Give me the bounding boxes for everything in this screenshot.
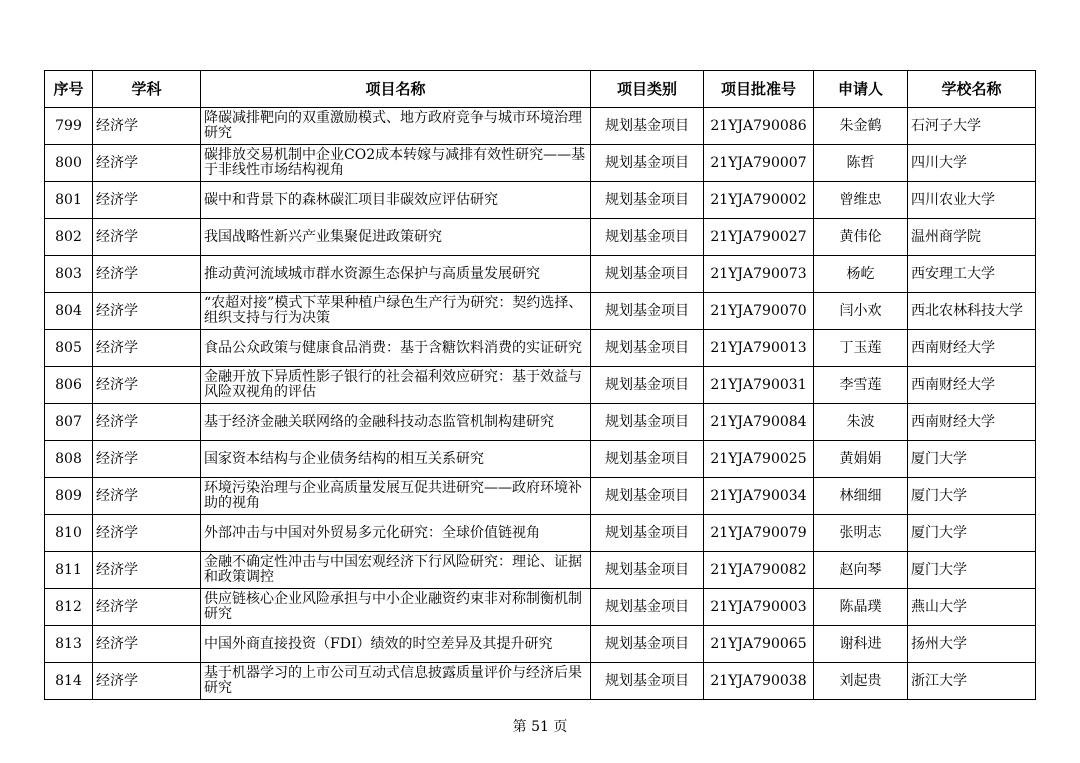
applicant-cell: 林细细: [814, 478, 908, 515]
serial-number-cell: 814: [45, 663, 93, 700]
project-type-cell: 规划基金项目: [591, 478, 704, 515]
applicant-cell: 陈晶璞: [814, 589, 908, 626]
project-title-cell: 国家资本结构与企业债务结构的相互关系研究: [201, 441, 591, 478]
header-subject: 学科: [93, 71, 201, 108]
header-serial: 序号: [45, 71, 93, 108]
project-title-cell: 基于机器学习的上市公司互动式信息披露质量评价与经济后果研究: [201, 663, 591, 700]
applicant-cell: 丁玉莲: [814, 330, 908, 367]
school-cell: 石河子大学: [908, 108, 1036, 145]
applicant-cell: 曾维忠: [814, 182, 908, 219]
table-row: [45, 478, 1036, 515]
school-cell: 燕山大学: [908, 589, 1036, 626]
table-row: [45, 108, 1036, 145]
project-title-cell: 推动黄河流域城市群水资源生态保护与高质量发展研究: [201, 256, 591, 293]
project-title-cell: 金融开放下异质性影子银行的社会福利效应研究：基于效益与风险双视角的评估: [201, 367, 591, 404]
subject-cell: 经济学: [93, 441, 201, 478]
header-project-title: 项目名称: [201, 71, 591, 108]
subject-cell: 经济学: [93, 552, 201, 589]
project-type-cell: 规划基金项目: [591, 108, 704, 145]
approval-number-cell: 21YJA790086: [704, 108, 814, 145]
serial-number-cell: 812: [45, 589, 93, 626]
project-title-cell: 食品公众政策与健康食品消费：基于含糖饮料消费的实证研究: [201, 330, 591, 367]
serial-number-cell: 804: [45, 293, 93, 330]
approval-number-cell: 21YJA790038: [704, 663, 814, 700]
approval-number-cell: 21YJA790070: [704, 293, 814, 330]
applicant-cell: 谢科进: [814, 626, 908, 663]
subject-cell: 经济学: [93, 256, 201, 293]
project-title-cell: 碳排放交易机制中企业CO2成本转嫁与减排有效性研究——基于非线性市场结构视角: [201, 145, 591, 182]
serial-number-cell: 811: [45, 552, 93, 589]
project-type-cell: 规划基金项目: [591, 441, 704, 478]
serial-number-cell: 803: [45, 256, 93, 293]
project-type-cell: 规划基金项目: [591, 145, 704, 182]
serial-number-cell: 807: [45, 404, 93, 441]
subject-cell: 经济学: [93, 404, 201, 441]
table-header-row: [45, 71, 1036, 108]
approval-number-cell: 21YJA790031: [704, 367, 814, 404]
table-row: [45, 330, 1036, 367]
school-cell: 西南财经大学: [908, 367, 1036, 404]
project-type-cell: 规划基金项目: [591, 293, 704, 330]
header-applicant: 申请人: [814, 71, 908, 108]
subject-cell: 经济学: [93, 330, 201, 367]
approval-number-cell: 21YJA790013: [704, 330, 814, 367]
applicant-cell: 黄娟娟: [814, 441, 908, 478]
applicant-cell: 张明志: [814, 515, 908, 552]
school-cell: 厦门大学: [908, 515, 1036, 552]
project-type-cell: 规划基金项目: [591, 182, 704, 219]
project-title-cell: 碳中和背景下的森林碳汇项目非碳效应评估研究: [201, 182, 591, 219]
subject-cell: 经济学: [93, 293, 201, 330]
serial-number-cell: 810: [45, 515, 93, 552]
approval-number-cell: 21YJA790082: [704, 552, 814, 589]
approval-number-cell: 21YJA790065: [704, 626, 814, 663]
school-cell: 温州商学院: [908, 219, 1036, 256]
applicant-cell: 杨屹: [814, 256, 908, 293]
subject-cell: 经济学: [93, 182, 201, 219]
project-type-cell: 规划基金项目: [591, 626, 704, 663]
serial-number-cell: 808: [45, 441, 93, 478]
approval-number-cell: 21YJA790084: [704, 404, 814, 441]
applicant-cell: 李雪莲: [814, 367, 908, 404]
approval-number-cell: 21YJA790003: [704, 589, 814, 626]
project-title-cell: 金融不确定性冲击与中国宏观经济下行风险研究：理论、证据和政策调控: [201, 552, 591, 589]
table-row: [45, 182, 1036, 219]
serial-number-cell: 799: [45, 108, 93, 145]
applicant-cell: 赵向琴: [814, 552, 908, 589]
table-row: [45, 515, 1036, 552]
applicant-cell: 陈哲: [814, 145, 908, 182]
project-type-cell: 规划基金项目: [591, 515, 704, 552]
subject-cell: 经济学: [93, 367, 201, 404]
approval-number-cell: 21YJA790073: [704, 256, 814, 293]
table-row: [45, 219, 1036, 256]
page-number: 第 51 页: [512, 719, 568, 735]
project-type-cell: 规划基金项目: [591, 219, 704, 256]
table-row: [45, 626, 1036, 663]
approval-number-cell: 21YJA790079: [704, 515, 814, 552]
table-row: [45, 441, 1036, 478]
subject-cell: 经济学: [93, 145, 201, 182]
school-cell: 四川大学: [908, 145, 1036, 182]
project-type-cell: 规划基金项目: [591, 663, 704, 700]
header-approval-number: 项目批准号: [704, 71, 814, 108]
approval-number-cell: 21YJA790025: [704, 441, 814, 478]
serial-number-cell: 801: [45, 182, 93, 219]
school-cell: 四川农业大学: [908, 182, 1036, 219]
serial-number-cell: 809: [45, 478, 93, 515]
subject-cell: 经济学: [93, 626, 201, 663]
approval-number-cell: 21YJA790027: [704, 219, 814, 256]
table-row: [45, 589, 1036, 626]
approval-number-cell: 21YJA790007: [704, 145, 814, 182]
project-title-cell: 中国外商直接投资（FDI）绩效的时空差异及其提升研究: [201, 626, 591, 663]
project-type-cell: 规划基金项目: [591, 256, 704, 293]
project-type-cell: 规划基金项目: [591, 404, 704, 441]
approval-number-cell: 21YJA790002: [704, 182, 814, 219]
serial-number-cell: 806: [45, 367, 93, 404]
school-cell: 西南财经大学: [908, 404, 1036, 441]
project-title-cell: “农超对接”模式下苹果种植户绿色生产行为研究：契约选择、组织支持与行为决策: [201, 293, 591, 330]
project-type-cell: 规划基金项目: [591, 367, 704, 404]
project-title-cell: 环境污染治理与企业高质量发展互促共进研究——政府环境补助的视角: [201, 478, 591, 515]
school-cell: 扬州大学: [908, 626, 1036, 663]
project-type-cell: 规划基金项目: [591, 552, 704, 589]
school-cell: 厦门大学: [908, 441, 1036, 478]
applicant-cell: 刘起贵: [814, 663, 908, 700]
subject-cell: 经济学: [93, 515, 201, 552]
applicant-cell: 闫小欢: [814, 293, 908, 330]
table-row: [45, 367, 1036, 404]
table-row: [45, 145, 1036, 182]
school-cell: 浙江大学: [908, 663, 1036, 700]
serial-number-cell: 805: [45, 330, 93, 367]
table-body: [45, 108, 1036, 700]
serial-number-cell: 800: [45, 145, 93, 182]
school-cell: 厦门大学: [908, 552, 1036, 589]
school-cell: 西北农林科技大学: [908, 293, 1036, 330]
project-title-cell: 外部冲击与中国对外贸易多元化研究：全球价值链视角: [201, 515, 591, 552]
school-cell: 厦门大学: [908, 478, 1036, 515]
header-school: 学校名称: [908, 71, 1036, 108]
project-title-cell: 我国战略性新兴产业集聚促进政策研究: [201, 219, 591, 256]
approval-number-cell: 21YJA790034: [704, 478, 814, 515]
subject-cell: 经济学: [93, 589, 201, 626]
applicant-cell: 黄伟伦: [814, 219, 908, 256]
project-title-cell: 供应链核心企业风险承担与中小企业融资约束非对称制衡机制研究: [201, 589, 591, 626]
subject-cell: 经济学: [93, 663, 201, 700]
school-cell: 西安理工大学: [908, 256, 1036, 293]
table-row: [45, 552, 1036, 589]
project-table: [44, 70, 1036, 700]
project-title-cell: 基于经济金融关联网络的金融科技动态监管机制构建研究: [201, 404, 591, 441]
table-row: [45, 663, 1036, 700]
school-cell: 西南财经大学: [908, 330, 1036, 367]
header-project-type: 项目类别: [591, 71, 704, 108]
applicant-cell: 朱波: [814, 404, 908, 441]
subject-cell: 经济学: [93, 478, 201, 515]
project-type-cell: 规划基金项目: [591, 589, 704, 626]
table-row: [45, 404, 1036, 441]
project-title-cell: 降碳减排靶向的双重激励模式、地方政府竞争与城市环境治理研究: [201, 108, 591, 145]
table-row: [45, 293, 1036, 330]
serial-number-cell: 802: [45, 219, 93, 256]
serial-number-cell: 813: [45, 626, 93, 663]
applicant-cell: 朱金鹤: [814, 108, 908, 145]
table-row: [45, 256, 1036, 293]
subject-cell: 经济学: [93, 108, 201, 145]
subject-cell: 经济学: [93, 219, 201, 256]
project-type-cell: 规划基金项目: [591, 330, 704, 367]
